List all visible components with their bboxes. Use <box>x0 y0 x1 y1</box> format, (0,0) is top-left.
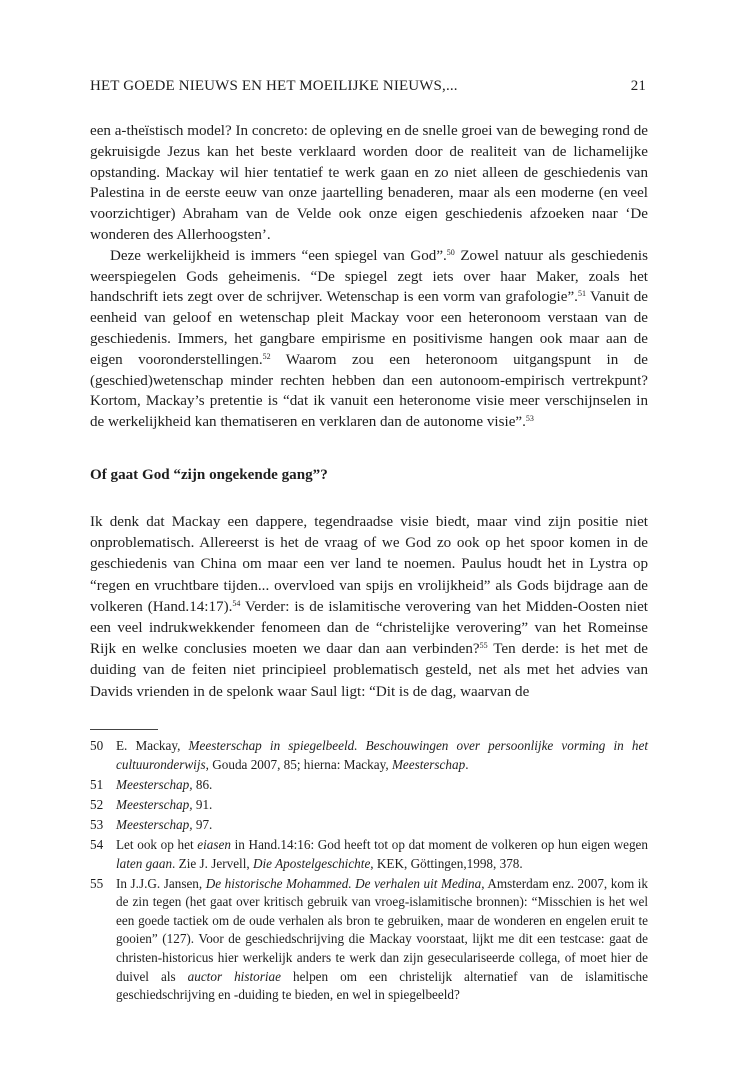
text-run: Ten derde: is het met de duiding van de feiten niet principieel problematisch gesteld, net als met het advies van Davids vrienden in de spelonk waar Saul ligt: “Dit is de dag, waarvan de <box>90 641 648 700</box>
footnote <box>90 796 648 815</box>
text-run: , Gouda 2007, 85; hierna: Mackay, <box>205 756 392 772</box>
text-run: in Hand.14:16: God heeft tot op dat moment de volkeren op hun eigen wegen <box>230 836 649 852</box>
text-run: . <box>465 756 469 772</box>
italic-text: Meesterschap, <box>116 776 193 792</box>
text-run: Waarom zou een heteronoom uitgangspunt in de (geschied)wetenschap minder rechten hebben dan een autonoom-empirisch vertrekpunt? Kortom, Mackay’s pretentie is “dat ik vanuit een heteronome visie meer verschijnselen in de werkelijkheid kan thematiseren en verklaren dan de autonome visie”. <box>90 351 648 431</box>
footnote-ref[interactable]: 52 <box>262 351 271 361</box>
section-heading: Of gaat God “zijn ongekende gang”? <box>90 467 328 483</box>
footnote <box>90 737 648 774</box>
body-text <box>90 121 648 433</box>
footnote-number: 52 <box>90 796 104 812</box>
text-run: 86. <box>192 776 213 792</box>
footnote-number: 53 <box>90 816 104 832</box>
section-paragraph <box>90 512 648 703</box>
footnote <box>90 836 648 873</box>
footnote-ref[interactable]: 53 <box>525 414 534 424</box>
italic-text: laten gaan <box>116 855 173 871</box>
italic-text: Meesterschap <box>391 756 466 772</box>
footnote <box>90 816 648 835</box>
footnote-number: 54 <box>90 836 104 852</box>
text-run: In J.J.G. Jansen, <box>116 875 206 891</box>
text-run: Let ook op het <box>116 836 198 852</box>
italic-text: Meesterschap, <box>116 816 193 832</box>
paragraph <box>90 121 648 246</box>
italic-text: eiasen <box>197 836 231 852</box>
italic-text: Die Apostelgeschichte <box>252 855 371 871</box>
text-run: helpen om een christelijk alternatief van de islamitische geschiedschrijving en -duiding te bieden, en wel in spiegelbeeld? <box>116 968 648 1003</box>
text-run: Deze werkelijkheid is immers “een spiegel van God”. <box>110 247 447 264</box>
text-run: een a-theïstisch model? In concreto: de opleving en de snelle groei van de beweging rond de gekruisigde Jezus kan het beste verklaard worden door de realiteit van de lichamelijke opstanding. Mackay wil hier tentatief te werk gaan en zo niet alleen de geschiedenis van Palestina in de eerste eeuw van onze jaartelling benaderen, maar als een moderne (en veel voorzichtiger) Abraham van de Velde ook onze eigen geschiedenis afzoeken naar ‘De wonderen des Allerhoogsten’. <box>90 123 648 243</box>
section-body <box>90 512 648 703</box>
italic-text: auctor historiae <box>187 968 281 984</box>
text-run: . Zie J. Jervell, <box>172 855 253 871</box>
footnote-ref[interactable]: 55 <box>479 641 488 651</box>
footnote-ref[interactable]: 54 <box>232 598 241 608</box>
text-run: 91. <box>192 796 213 812</box>
text-run: Zowel natuur als geschiedenis weerspiegelen Gods geheimenis. “De spiegel zegt iets over haar Maker, zoals het handschrift iets zegt over de schrijver. Wetenschap is een vorm van grafologie”. <box>90 247 648 306</box>
text-run: E. Mackay, <box>116 738 189 753</box>
italic-text: Meesterschap, <box>116 796 193 812</box>
text-run: 97. <box>192 816 213 832</box>
text-run: , Amsterdam enz. 2007, kom ik de zin tegen (het gaat over kritisch gebruik van vroeg-islamitische bronnen): “Misschien is het wel een goede tactiek om de oude verhalen als bron te gebruiken, maar de wonderen en engelen eruit te gooien” (127). Voor de geschiedschrijving die Mackay voorstaat, lijkt me dit een testcase: gaat de christen-historicus hier werkelijk anders te werk dan zijn geseculariseerde collega, of moet hier de duivel als <box>116 875 648 984</box>
text-run: Vanuit de eenheid van geloof en wetenschap pleit Mackay voor een heteronoom verstaan van de geschiedenis. Immers, het gangbare empirisme en positivisme hangen ook maar aan de eigen vooronderstellingen. <box>90 289 648 368</box>
footnote-ref[interactable]: 51 <box>577 289 586 299</box>
footnote-divider <box>90 729 158 730</box>
running-title: HET GOEDE NIEUWS EN HET MOEILIJKE NIEUWS,... <box>90 78 458 94</box>
footnote-number: 55 <box>90 875 104 891</box>
footnote <box>90 875 648 1005</box>
footnote-number: 50 <box>90 738 104 753</box>
footnote-number: 51 <box>90 776 104 792</box>
text-run: Verder: is de islamitische verovering van het Midden-Oosten niet een veel indrukwekkender fenomeen dan de “christelijke verovering” van het Romeinse Rijk en welke conclusies moeten we daar dan aan verbinden? <box>90 598 648 658</box>
text-run: Ik denk dat Mackay een dappere, tegendraadse visie biedt, maar vind zijn positie niet onproblematisch. Allereerst is het de vraag of we God zo ook op het spoor komen in de geschiedenis van China om maar een ver land te noemen. Paulus houdt het in Lystra op “regen en vruchtbare tijden... overvloed van spijs en vrolijkheid” als Gods bijdrage aan de volkeren (Hand.14:17). <box>90 514 648 615</box>
italic-text: Meesterschap in spiegelbeeld. Beschouwingen over persoonlijke vorming in het cultuuronderwijs <box>116 738 649 772</box>
footnotes <box>90 737 648 1006</box>
footnote-ref[interactable]: 50 <box>446 247 455 257</box>
page-number: 21 <box>630 78 646 94</box>
italic-text: De historische Mohammed. De verhalen uit Medina <box>205 875 482 891</box>
paragraph <box>90 246 648 433</box>
footnote <box>90 776 648 795</box>
running-header <box>90 78 648 100</box>
text-run: , KEK, Göttingen,1998, 378. <box>370 855 523 871</box>
